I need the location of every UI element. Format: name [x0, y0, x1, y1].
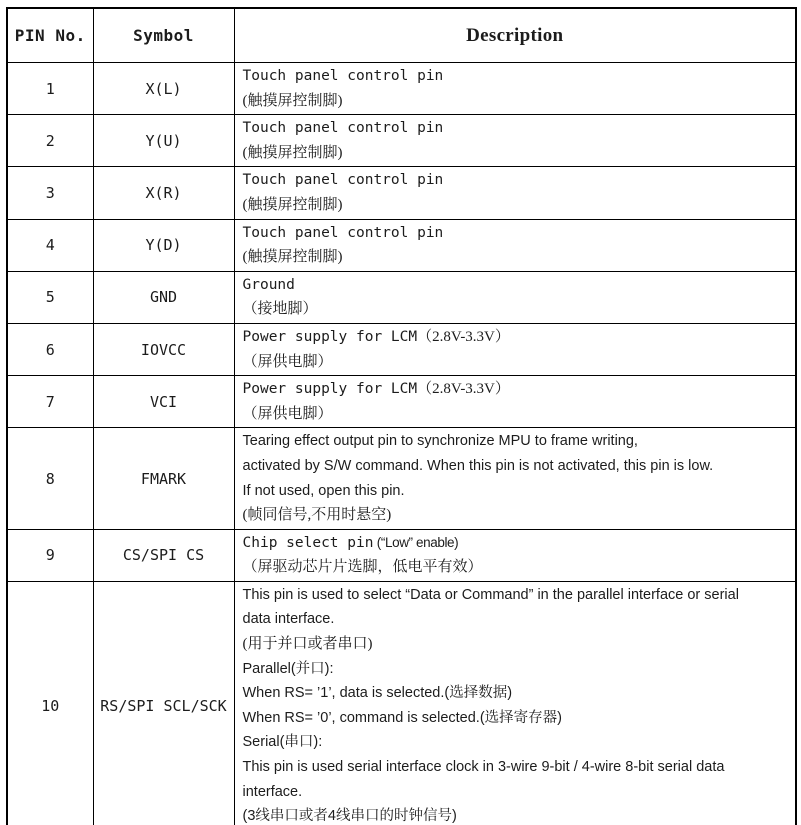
description-cell [234, 529, 796, 581]
symbol-cell: FMARK [93, 428, 234, 529]
pin-number-cell: 8 [7, 428, 93, 529]
table-row [7, 581, 796, 825]
table-row [7, 323, 796, 375]
table-row [7, 63, 796, 115]
pin-number-cell: 6 [7, 323, 93, 375]
description-cell [234, 581, 796, 825]
pin-number-cell: 7 [7, 376, 93, 428]
symbol-cell: IOVCC [93, 323, 234, 375]
description-line: （屏供电脚） [242, 405, 333, 422]
description-cell [234, 167, 796, 219]
pin-number-cell: 10 [7, 581, 93, 825]
pin-number-cell: 5 [7, 271, 93, 323]
description-line: (触摸屏控制脚) [242, 196, 343, 213]
description-cell [234, 219, 796, 271]
description-cell [234, 376, 796, 428]
symbol-cell: Y(D) [93, 219, 234, 271]
table-row [7, 115, 796, 167]
description-line: activated by S/W command. When this pin is not activated, this pin is low. [242, 457, 714, 474]
description-line: Touch panel control pin [242, 120, 444, 137]
table-header-row [7, 8, 796, 63]
description-line: This pin is used to select “Data or Command” in the parallel interface or serial [242, 586, 739, 603]
description-cell [234, 323, 796, 375]
description-line: Serial(串口): [242, 734, 323, 751]
symbol-cell: RS/SPI SCL/SCK [93, 581, 234, 825]
description-line: (触摸屏控制脚) [242, 92, 343, 109]
pin-number-cell: 2 [7, 115, 93, 167]
pin-number-cell: 3 [7, 167, 93, 219]
description-line: (用于并口或者串口) [242, 636, 373, 653]
description-line: Parallel(并口): [242, 660, 334, 677]
pin-number-cell: 9 [7, 529, 93, 581]
table-row [7, 529, 796, 581]
description-line: Touch panel control pin [242, 68, 444, 84]
description-line: If not used, open this pin. [242, 482, 405, 499]
symbol-cell: X(L) [93, 63, 234, 115]
description-line: Tearing effect output pin to synchronize MPU to frame writing, [242, 433, 638, 450]
description-line: data interface. [242, 611, 335, 628]
description-line: Power supply for LCM（2.8V-3.3V） [242, 381, 510, 398]
description-line: （屏驱动芯片片选脚，低电平有效） [242, 559, 483, 576]
description-line: When RS= ’1’, data is selected.(选择数据) [242, 685, 513, 702]
description-line: (触摸屏控制脚) [242, 249, 343, 266]
pin-number-cell: 1 [7, 63, 93, 115]
table-row [7, 219, 796, 271]
symbol-cell: Y(U) [93, 115, 234, 167]
table-row [7, 167, 796, 219]
description-line: When RS= ’0’, command is selected.(选择寄存器) [242, 709, 562, 726]
column-header-description: Description [234, 8, 796, 63]
symbol-cell: VCI [93, 376, 234, 428]
description-line: （接地脚） [242, 301, 318, 318]
description-line: Chip select pin (“Low” enable) [242, 534, 459, 551]
description-line: Power supply for LCM（2.8V-3.3V） [242, 328, 510, 345]
description-line: interface. [242, 783, 303, 800]
description-cell [234, 115, 796, 167]
description-cell [234, 428, 796, 529]
pin-number-cell: 4 [7, 219, 93, 271]
table-row [7, 428, 796, 529]
description-line: Ground [242, 276, 295, 293]
description-line: （屏供电脚） [242, 353, 333, 370]
description-line: (3线串口或者4线串口的时钟信号) [242, 808, 457, 825]
description-line: (触摸屏控制脚) [242, 144, 343, 161]
description-line: Touch panel control pin [242, 172, 444, 189]
pin-description-table [6, 7, 797, 825]
column-header-symbol: Symbol [93, 8, 234, 63]
table-body [7, 63, 796, 825]
symbol-cell: CS/SPI CS [93, 529, 234, 581]
symbol-cell: X(R) [93, 167, 234, 219]
description-line: Touch panel control pin [242, 224, 444, 241]
symbol-cell: GND [93, 271, 234, 323]
description-line: This pin is used serial interface clock in 3-wire 9-bit / 4-wire 8-bit serial data [242, 759, 725, 776]
table-row [7, 376, 796, 428]
description-cell [234, 63, 796, 115]
description-line: (帧同信号,不用时悬空) [242, 507, 392, 524]
column-header-pin-no: PIN No. [7, 8, 93, 63]
description-cell [234, 271, 796, 323]
table-row [7, 271, 796, 323]
